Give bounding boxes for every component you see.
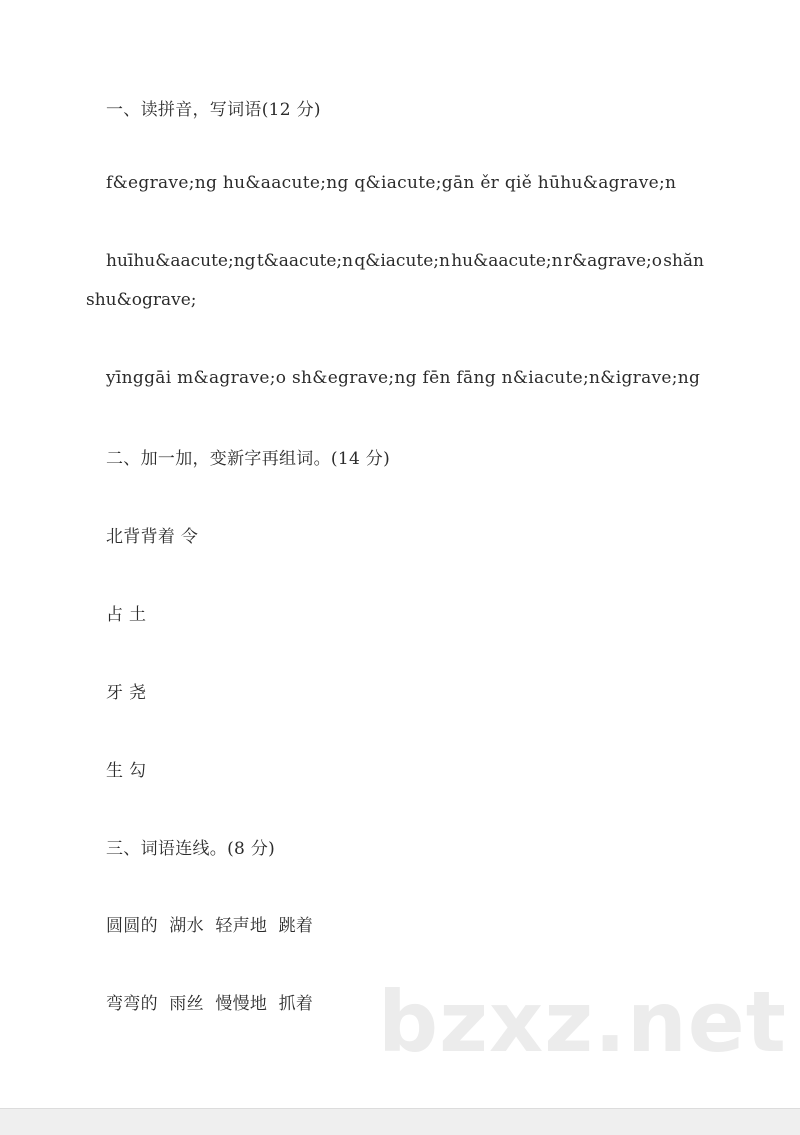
section1-title: 一、读拼音，写词语(12 分) [106,100,321,120]
pinyin-word: q&iacute;n [354,251,450,271]
pinyin-word: t&aacute;n [256,251,354,271]
section2-title: 二、加一加，变新字再组词。(14 分) [106,449,390,469]
page-bottom-edge [0,1108,800,1135]
char-row: 占 土 [106,605,147,625]
pinyin-line-3: yīnggāi m&agrave;o sh&egrave;ng fēn fāng n&iacute;n&igrave;ng [106,368,701,388]
pinyin-word: shăn [663,251,704,271]
pinyin-word: hu&aacute;n [451,251,563,271]
section3-title: 三、词语连线。(8 分) [106,839,276,859]
watermark-logo: bzxz.net [378,973,787,1071]
char-row: 牙 尧 [106,683,147,703]
pinyin-line-2 [106,251,704,271]
word-match-row: 弯弯的 雨丝 慢慢地 抓着 [106,994,314,1014]
char-row: 北背背着 令 [106,527,199,547]
pinyin-word: r&agrave;o [563,251,662,271]
pinyin-line-2-continuation: shu&ograve; [86,290,197,310]
pinyin-word: huīhu&aacute;ng [106,251,256,271]
pinyin-line-1: f&egrave;ng hu&aacute;ng q&iacute;gān ěr qiě hūhu&agrave;n [106,173,677,193]
word-match-row: 圆圆的 湖水 轻声地 跳着 [106,916,314,936]
char-row: 生 勾 [106,761,147,781]
